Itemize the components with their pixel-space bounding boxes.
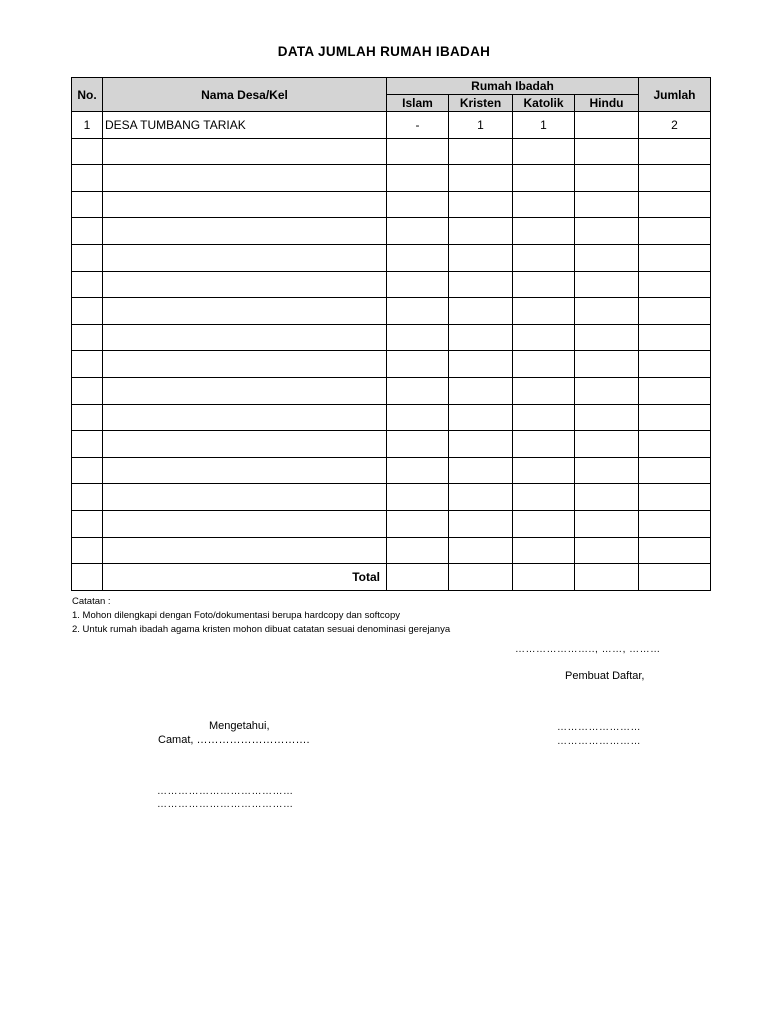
row-nama-cell [103, 324, 387, 351]
row-no-cell [72, 484, 103, 511]
total-hindu-cell [575, 564, 639, 591]
row-jumlah-cell [639, 510, 711, 537]
notes-heading: Catatan : [72, 596, 111, 607]
row-jumlah-cell [639, 298, 711, 325]
row-kristen-cell [449, 377, 513, 404]
row-kristen-cell [449, 138, 513, 165]
header-islam: Islam [387, 95, 449, 112]
row-hindu-cell [575, 377, 639, 404]
total-row [72, 564, 711, 591]
row-kristen-cell [449, 431, 513, 458]
row-jumlah-cell [639, 191, 711, 218]
row-katolik-cell [513, 324, 575, 351]
row-no-cell [72, 298, 103, 325]
row-islam-cell [387, 404, 449, 431]
total-jumlah-cell [639, 564, 711, 591]
row-kristen-cell [449, 351, 513, 378]
row-nama-cell [103, 510, 387, 537]
camat-label: Camat, …………………………. [158, 734, 310, 746]
row-kristen-cell [449, 537, 513, 564]
row-nama-cell [103, 298, 387, 325]
row-no-cell [72, 404, 103, 431]
table-row [72, 431, 711, 458]
row-kristen-cell [449, 484, 513, 511]
row-katolik-cell [513, 218, 575, 245]
row-no-cell [72, 510, 103, 537]
row-no-cell: 1 [72, 112, 103, 139]
table-row [72, 298, 711, 325]
total-no-cell [72, 564, 103, 591]
row-hindu-cell [575, 404, 639, 431]
row-jumlah-cell [639, 218, 711, 245]
row-islam-cell [387, 298, 449, 325]
row-nama-cell [103, 271, 387, 298]
header-no: No. [72, 78, 103, 112]
row-hindu-cell [575, 298, 639, 325]
row-nama-cell [103, 244, 387, 271]
row-no-cell [72, 537, 103, 564]
header-hindu: Hindu [575, 95, 639, 112]
table-row [72, 537, 711, 564]
row-islam-cell [387, 218, 449, 245]
header-katolik: Katolik [513, 95, 575, 112]
table-body [72, 112, 711, 564]
row-islam-cell [387, 244, 449, 271]
row-islam-cell [387, 457, 449, 484]
row-jumlah-cell: 2 [639, 112, 711, 139]
mengetahui-label: Mengetahui, [209, 720, 270, 732]
row-katolik-cell [513, 537, 575, 564]
row-hindu-cell [575, 191, 639, 218]
row-jumlah-cell [639, 244, 711, 271]
row-no-cell [72, 218, 103, 245]
row-hindu-cell [575, 165, 639, 192]
row-jumlah-cell [639, 537, 711, 564]
row-no-cell [72, 138, 103, 165]
row-islam-cell [387, 484, 449, 511]
row-jumlah-cell [639, 457, 711, 484]
row-katolik-cell [513, 271, 575, 298]
row-no-cell [72, 191, 103, 218]
row-katolik-cell [513, 138, 575, 165]
row-islam-cell [387, 510, 449, 537]
row-no-cell [72, 324, 103, 351]
row-no-cell [72, 351, 103, 378]
table-row [72, 457, 711, 484]
table-row [72, 324, 711, 351]
page-title: DATA JUMLAH RUMAH IBADAH [277, 44, 491, 59]
note-item: 1. Mohon dilengkapi dengan Foto/dokumentasi berupa hardcopy dan softcopy [72, 610, 400, 621]
row-islam-cell [387, 377, 449, 404]
pembuat-name: …………………… [557, 722, 641, 733]
table-row [72, 484, 711, 511]
camat-name: ………………………………… [157, 786, 294, 797]
row-katolik-cell [513, 510, 575, 537]
row-nama-cell [103, 165, 387, 192]
row-hindu-cell [575, 431, 639, 458]
row-hindu-cell [575, 271, 639, 298]
row-hindu-cell [575, 457, 639, 484]
camat-nip: ………………………………… [157, 799, 294, 810]
header-jumlah: Jumlah [639, 78, 711, 112]
row-jumlah-cell [639, 404, 711, 431]
row-no-cell [72, 377, 103, 404]
row-katolik-cell [513, 165, 575, 192]
row-nama-cell [103, 484, 387, 511]
header-nama-desa: Nama Desa/Kel [103, 78, 387, 112]
row-kristen-cell: 1 [449, 112, 513, 139]
note-item: 2. Untuk rumah ibadah agama kristen mohon dibuat catatan sesuai denominasi gerejanya [72, 624, 451, 635]
row-katolik-cell [513, 298, 575, 325]
table-row [72, 112, 711, 139]
row-islam-cell [387, 351, 449, 378]
row-kristen-cell [449, 324, 513, 351]
header-kristen: Kristen [449, 95, 513, 112]
row-jumlah-cell [639, 431, 711, 458]
row-nama-cell [103, 457, 387, 484]
row-hindu-cell [575, 324, 639, 351]
row-nama-cell [103, 218, 387, 245]
row-kristen-cell [449, 165, 513, 192]
row-hindu-cell [575, 510, 639, 537]
row-kristen-cell [449, 271, 513, 298]
row-hindu-cell [575, 218, 639, 245]
row-islam-cell: - [387, 112, 449, 139]
row-katolik-cell [513, 244, 575, 271]
header-rumah-ibadah: Rumah Ibadah [387, 78, 639, 95]
row-no-cell [72, 457, 103, 484]
row-hindu-cell [575, 537, 639, 564]
row-nama-cell [103, 191, 387, 218]
row-kristen-cell [449, 510, 513, 537]
row-nama-cell [103, 138, 387, 165]
row-jumlah-cell [639, 351, 711, 378]
row-katolik-cell [513, 404, 575, 431]
row-no-cell [72, 271, 103, 298]
row-nama-cell: DESA TUMBANG TARIAK [103, 112, 387, 139]
row-nama-cell [103, 404, 387, 431]
row-nama-cell [103, 351, 387, 378]
row-jumlah-cell [639, 484, 711, 511]
table-row [72, 165, 711, 192]
row-katolik-cell [513, 457, 575, 484]
row-hindu-cell [575, 244, 639, 271]
data-table [71, 77, 711, 591]
table-row [72, 191, 711, 218]
row-jumlah-cell [639, 324, 711, 351]
row-jumlah-cell [639, 377, 711, 404]
total-katolik-cell [513, 564, 575, 591]
row-nama-cell [103, 431, 387, 458]
row-islam-cell [387, 324, 449, 351]
row-islam-cell [387, 537, 449, 564]
table-row [72, 351, 711, 378]
total-kristen-cell [449, 564, 513, 591]
row-hindu-cell [575, 112, 639, 139]
row-hindu-cell [575, 138, 639, 165]
row-kristen-cell [449, 298, 513, 325]
row-hindu-cell [575, 484, 639, 511]
place-date: ………………….., ……, ……… [515, 644, 661, 655]
row-katolik-cell [513, 431, 575, 458]
table-row [72, 510, 711, 537]
row-hindu-cell [575, 351, 639, 378]
row-islam-cell [387, 165, 449, 192]
table-row [72, 404, 711, 431]
table-row [72, 244, 711, 271]
row-katolik-cell: 1 [513, 112, 575, 139]
row-katolik-cell [513, 351, 575, 378]
row-jumlah-cell [639, 165, 711, 192]
table-row [72, 218, 711, 245]
table-row [72, 377, 711, 404]
row-islam-cell [387, 191, 449, 218]
total-label: Total [103, 564, 387, 591]
row-katolik-cell [513, 191, 575, 218]
pembuat-nip: …………………… [557, 736, 641, 747]
row-kristen-cell [449, 218, 513, 245]
table-row [72, 138, 711, 165]
row-katolik-cell [513, 484, 575, 511]
notes-section [72, 595, 450, 637]
row-no-cell [72, 244, 103, 271]
row-kristen-cell [449, 244, 513, 271]
row-islam-cell [387, 271, 449, 298]
row-kristen-cell [449, 404, 513, 431]
row-kristen-cell [449, 191, 513, 218]
row-no-cell [72, 165, 103, 192]
row-kristen-cell [449, 457, 513, 484]
row-islam-cell [387, 431, 449, 458]
row-no-cell [72, 431, 103, 458]
row-jumlah-cell [639, 271, 711, 298]
table-row [72, 271, 711, 298]
pembuat-daftar-label: Pembuat Daftar, [565, 670, 645, 682]
row-jumlah-cell [639, 138, 711, 165]
row-islam-cell [387, 138, 449, 165]
row-nama-cell [103, 377, 387, 404]
total-islam-cell [387, 564, 449, 591]
row-katolik-cell [513, 377, 575, 404]
row-nama-cell [103, 537, 387, 564]
